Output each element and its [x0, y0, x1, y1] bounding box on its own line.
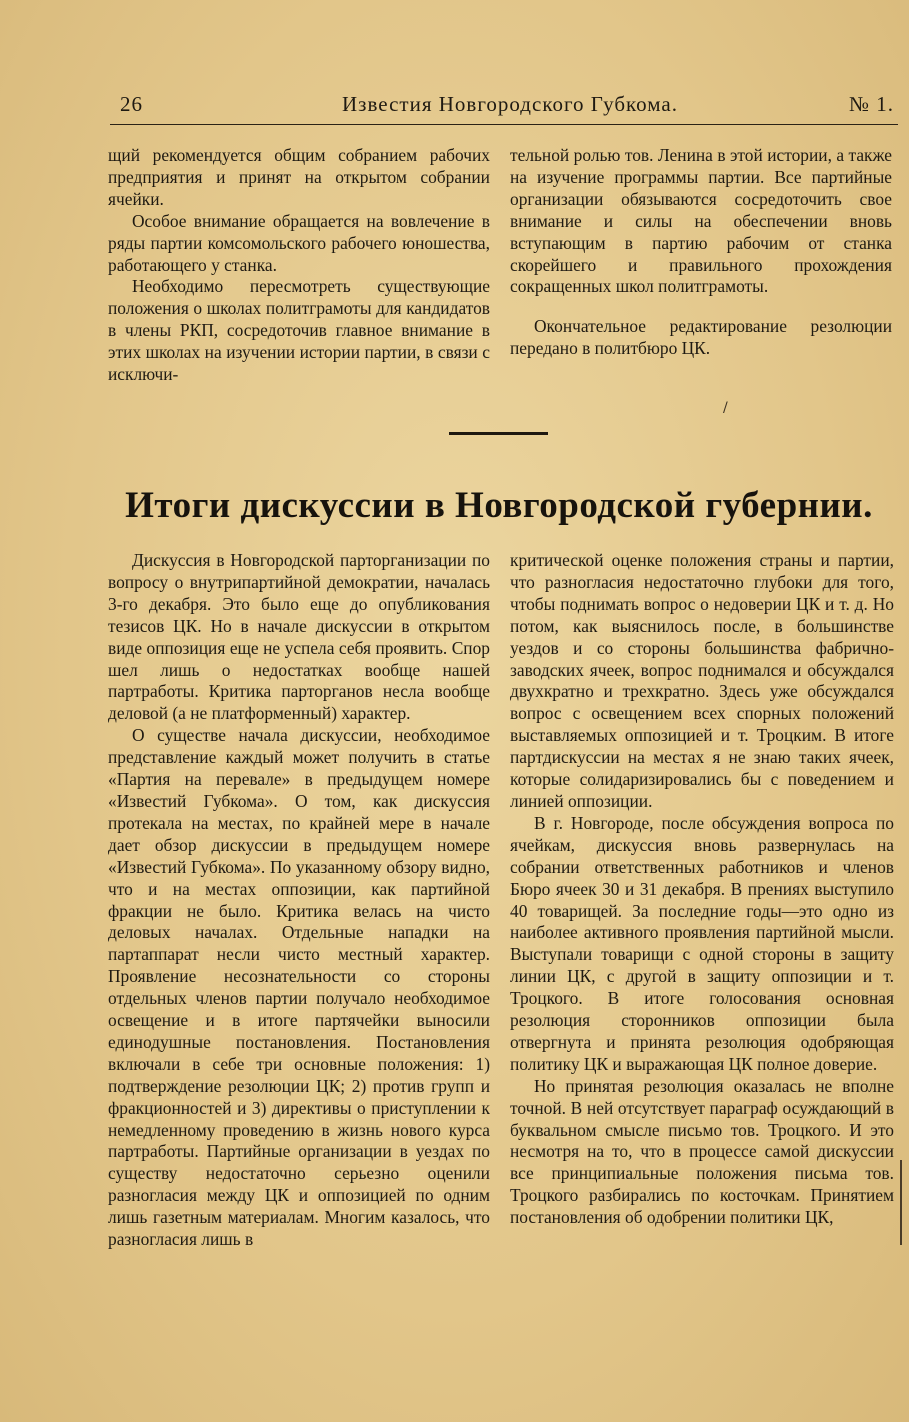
top-right-column: [510, 145, 892, 360]
header-rule: [110, 124, 898, 125]
issue-number: № 1.: [848, 92, 894, 116]
page-header: [110, 92, 898, 122]
paragraph: тельной ролью тов. Ленина в этой истории, а также на изучение программы партии. Все партийные организации обязываются сосредоточить свое внимание и силы на обеспечении вновь вступающим в партию рабочим от станка скорейшего и правильного прохождения сокращенных школ политграмоты.: [510, 145, 892, 297]
margin-mark: [900, 1160, 905, 1245]
article-left-column: [108, 550, 490, 1251]
paragraph: щий рекомендуется общим собранием рабочих предприятия и принят на открытом собрании ячейки.: [108, 145, 490, 209]
page-number: 26: [120, 92, 143, 116]
paragraph: Но принятая резолюция оказалась не вполне точной. В ней отсутствует параграф осуждающий в буквальном смысле письмо тов. Троцкого. И это несмотря на то, что в процессе самой дискуссии все принципиальные положения письма тов. Троцкого разбирались по косточкам. Принятием постановления об одобрении политики ЦК,: [510, 1075, 894, 1228]
paragraph: Дискуссия в Новгородской парторганизации по вопросу о внутрипартийной демократии, началась 3-го декабря. Это было еще до опубликования тезисов ЦК. Но в начале дискуссии в открытом виде оппозиция еще не успела себя проявить. Спор шел лишь о недостатках вообще нашей партработы. Критика парторганов несла вообще деловой (а не платформенный) характер.: [108, 550, 490, 724]
article-title: Итоги дискуссии в Новгородской губернии.: [125, 485, 873, 526]
top-left-column: [108, 145, 490, 386]
paragraph: О существе начала дискуссии, необходимое представление каждый может получить в статье «Партия на перевале» в предыдущем номере «Известий Губкома». О том, как дискуссия протекала на местах, по крайней мере в начале дает обзор дискуссии в предыдущем номере «Известий Губкома». По указанному обзору видно, что и на местах оппозиции, как партийной фракции не было. Критика велась на чисто деловых началах. Отдельные нападки на партаппарат несли чисто местный характер. Проявление несознательности со стороны отдельных членов партии получало необходимое освещение и в итоге партячейки выносили единодушные постановления. Постановления включали в себе три основные положения: 1) подтверждение резолюции ЦК; 2) против групп и фракционностей и 3) директивы о приступлении к немедленному проведению в жизнь нового курса партработы. Партийные организации в уездах по существу недостаточно серьезно оценили разногласия между ЦК и оппозицией по одним лишь газетным материалам. Многим казалось, что разногласия лишь в: [108, 725, 490, 1250]
paragraph: Необходимо пересмотреть существующие положения о школах политграмоты для кандидатов в члены РКП, сосредоточив главное внимание в этих школах на изучении истории партии, в связи с исключи-: [108, 276, 490, 385]
paragraph: В г. Новгороде, после обсуждения вопроса по ячейкам, дискуссия вновь развернулась на собрании ответственных работников и членов Бюро ячеек 30 и 31 декабря. В прениях выступило 40 товарищей. За последние годы—это одно из наиболее активного проявления партийной мысли. Выступали товарищи с одной стороны в защиту линии ЦК, с другой в защиту оппозиции и т. Троцкого. В итоге голосования основная резолюция сторонников оппозиции была отвергнута и принята резолюция одобряющая политику ЦК и выражающая ЦК полное доверие.: [510, 812, 894, 1074]
publication-title: Известия Новгородского Губкома.: [342, 92, 678, 116]
paragraph: критической оценке положения страны и партии, что разногласия недостаточно глубоки для того, чтобы поднимать вопрос о недоверии ЦК и т. д. Но потом, как выяснилось после, в большинстве уездов и со стороны большинства фабрично-заводских ячеек, вопрос поднимался и обсуждался двухкратно и трехкратно. Здесь уже обсуждался вопрос с освещением всех спорных положений выставляемых оппозицией и т. Троцким. В итоге партдискуссии на местах я не знаю таких ячеек, которые солидаризировались бы с поведением и линией оппозиции.: [510, 550, 894, 811]
paragraph: Окончательное редактирование резолюции передано в политбюро ЦК.: [510, 316, 892, 359]
article-right-column: [510, 550, 894, 1229]
print-mark: /: [723, 400, 728, 416]
section-divider: [449, 432, 548, 435]
paragraph: Особое внимание обращается на вовлечение в ряды партии комсомольского рабочего юношества, работающего у станка.: [108, 210, 490, 275]
